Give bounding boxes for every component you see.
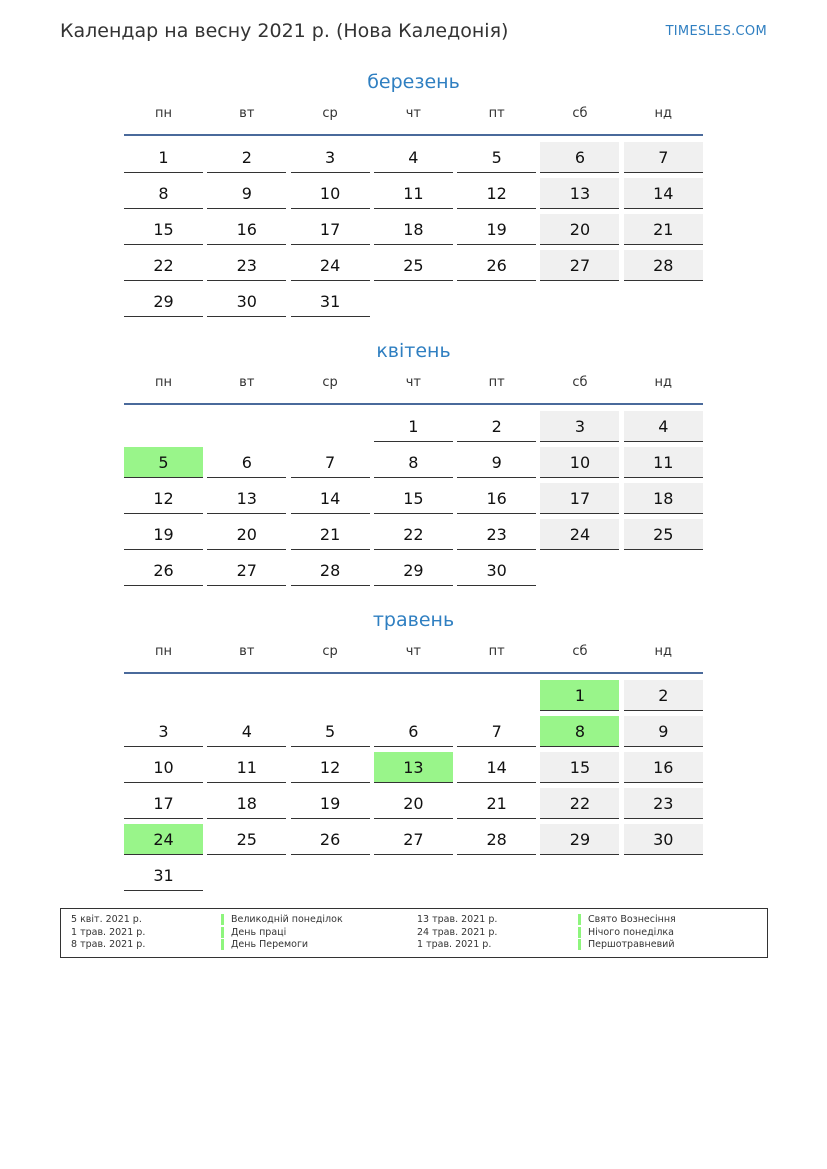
day-cell[interactable]: 29 bbox=[374, 555, 453, 586]
day-cell[interactable]: 27 bbox=[374, 824, 453, 855]
day-cell[interactable]: 6 bbox=[207, 447, 286, 478]
day-cell[interactable]: 19 bbox=[457, 214, 536, 245]
empty-day-cell bbox=[291, 680, 370, 711]
empty-day-cell bbox=[374, 860, 453, 891]
day-cell[interactable]: 20 bbox=[374, 788, 453, 819]
empty-day-cell bbox=[207, 860, 286, 891]
week-row bbox=[124, 858, 703, 894]
day-cell[interactable]: 30 bbox=[624, 824, 703, 855]
weekday-label: вт bbox=[239, 644, 255, 659]
weekday-label: пт bbox=[488, 644, 505, 659]
legend-holiday-name: Першотравневий bbox=[578, 939, 675, 950]
legend-date: 13 трав. 2021 р. bbox=[417, 914, 498, 925]
day-cell[interactable]: 13 bbox=[207, 483, 286, 514]
day-cell[interactable]: 16 bbox=[207, 214, 286, 245]
day-cell[interactable]: 18 bbox=[374, 214, 453, 245]
empty-day-cell bbox=[624, 555, 703, 586]
weekday-label: пт bbox=[488, 106, 505, 121]
month-name: травень bbox=[372, 609, 455, 631]
day-cell[interactable]: 3 bbox=[291, 142, 370, 173]
empty-day-cell bbox=[457, 286, 536, 317]
weekday-label: чт bbox=[405, 644, 422, 659]
day-cell[interactable]: 19 bbox=[291, 788, 370, 819]
day-cell[interactable]: 28 bbox=[624, 250, 703, 281]
week-row bbox=[124, 481, 703, 517]
day-cell[interactable]: 28 bbox=[457, 824, 536, 855]
day-cell[interactable]: 14 bbox=[291, 483, 370, 514]
weekday-label: пн bbox=[155, 644, 172, 659]
day-cell[interactable]: 28 bbox=[291, 555, 370, 586]
legend-holiday-name: День праці bbox=[221, 927, 286, 938]
day-cell[interactable]: 23 bbox=[624, 788, 703, 819]
page-title: Календар на весну 2021 р. (Нова Каледонія) bbox=[60, 20, 509, 42]
day-cell[interactable]: 25 bbox=[624, 519, 703, 550]
day-cell[interactable]: 29 bbox=[540, 824, 619, 855]
empty-day-cell bbox=[207, 680, 286, 711]
week-row bbox=[124, 445, 703, 481]
week-row bbox=[124, 553, 703, 589]
empty-day-cell bbox=[291, 411, 370, 442]
day-cell[interactable]: 12 bbox=[457, 178, 536, 209]
week-row bbox=[124, 284, 703, 320]
week-row bbox=[124, 140, 703, 176]
empty-day-cell bbox=[457, 860, 536, 891]
day-cell[interactable]: 14 bbox=[624, 178, 703, 209]
day-cell[interactable]: 1 bbox=[540, 680, 619, 711]
day-cell[interactable]: 25 bbox=[207, 824, 286, 855]
day-cell[interactable]: 5 bbox=[124, 447, 203, 478]
weekday-label: нд bbox=[654, 644, 673, 659]
day-cell[interactable]: 27 bbox=[540, 250, 619, 281]
day-cell[interactable]: 9 bbox=[624, 716, 703, 747]
day-cell[interactable]: 31 bbox=[291, 286, 370, 317]
week-row bbox=[124, 176, 703, 212]
empty-day-cell bbox=[374, 286, 453, 317]
day-cell[interactable]: 12 bbox=[291, 752, 370, 783]
weekday-label: вт bbox=[239, 106, 255, 121]
week-row bbox=[124, 678, 703, 714]
day-cell[interactable]: 2 bbox=[457, 411, 536, 442]
day-cell[interactable]: 3 bbox=[124, 716, 203, 747]
day-cell[interactable]: 17 bbox=[540, 483, 619, 514]
day-cell[interactable]: 18 bbox=[207, 788, 286, 819]
legend-date: 24 трав. 2021 р. bbox=[417, 926, 498, 938]
week-row bbox=[124, 409, 703, 445]
weekday-label: пт bbox=[488, 375, 505, 390]
weekday-label: пн bbox=[155, 375, 172, 390]
holiday-legend bbox=[60, 908, 768, 958]
day-cell[interactable]: 20 bbox=[207, 519, 286, 550]
day-cell[interactable]: 17 bbox=[291, 214, 370, 245]
weekday-label: ср bbox=[322, 644, 338, 659]
day-cell[interactable]: 1 bbox=[124, 142, 203, 173]
week-row bbox=[124, 750, 703, 786]
day-cell[interactable]: 30 bbox=[207, 286, 286, 317]
weekday-label: пн bbox=[155, 106, 172, 121]
day-cell[interactable]: 8 bbox=[124, 178, 203, 209]
day-cell[interactable]: 31 bbox=[124, 860, 203, 891]
day-cell[interactable]: 22 bbox=[374, 519, 453, 550]
day-cell[interactable]: 24 bbox=[540, 519, 619, 550]
weekday-label: сб bbox=[572, 644, 588, 659]
weekday-label: чт bbox=[405, 106, 422, 121]
legend-date: 8 трав. 2021 р. bbox=[71, 939, 146, 950]
day-cell[interactable]: 2 bbox=[624, 680, 703, 711]
day-cell[interactable]: 8 bbox=[540, 716, 619, 747]
legend-holiday-name: Нічого понеділка bbox=[578, 927, 674, 938]
empty-day-cell bbox=[540, 286, 619, 317]
week-row bbox=[124, 248, 703, 284]
day-cell[interactable]: 16 bbox=[457, 483, 536, 514]
day-cell[interactable]: 2 bbox=[207, 142, 286, 173]
week-row bbox=[124, 786, 703, 822]
day-cell[interactable]: 5 bbox=[291, 716, 370, 747]
day-cell[interactable]: 10 bbox=[124, 752, 203, 783]
legend-holiday-name: Великодній понеділок bbox=[221, 914, 343, 925]
day-cell[interactable]: 20 bbox=[540, 214, 619, 245]
weekday-header bbox=[124, 365, 703, 405]
weekday-label: сб bbox=[572, 106, 588, 121]
day-cell[interactable]: 6 bbox=[374, 716, 453, 747]
day-cell[interactable]: 22 bbox=[124, 250, 203, 281]
empty-day-cell bbox=[207, 411, 286, 442]
day-cell[interactable]: 4 bbox=[374, 142, 453, 173]
day-cell[interactable]: 12 bbox=[124, 483, 203, 514]
day-cell[interactable]: 27 bbox=[207, 555, 286, 586]
day-cell[interactable]: 15 bbox=[374, 483, 453, 514]
month-name: березень bbox=[367, 71, 460, 93]
weekday-label: нд bbox=[654, 375, 673, 390]
month-2 bbox=[124, 337, 703, 589]
day-cell[interactable]: 1 bbox=[374, 411, 453, 442]
day-cell[interactable]: 26 bbox=[124, 555, 203, 586]
legend-date: 1 трав. 2021 р. bbox=[71, 926, 146, 938]
day-cell[interactable]: 4 bbox=[624, 411, 703, 442]
empty-day-cell bbox=[124, 680, 203, 711]
day-cell[interactable]: 21 bbox=[624, 214, 703, 245]
weekday-label: ср bbox=[322, 106, 338, 121]
month-1 bbox=[124, 68, 703, 320]
day-cell[interactable]: 16 bbox=[624, 752, 703, 783]
day-cell[interactable]: 18 bbox=[624, 483, 703, 514]
day-cell[interactable]: 23 bbox=[457, 519, 536, 550]
day-cell[interactable]: 29 bbox=[124, 286, 203, 317]
day-cell[interactable]: 14 bbox=[457, 752, 536, 783]
day-cell[interactable]: 10 bbox=[540, 447, 619, 478]
day-cell[interactable]: 9 bbox=[457, 447, 536, 478]
day-cell[interactable]: 24 bbox=[291, 250, 370, 281]
weekday-label: нд bbox=[654, 106, 673, 121]
day-cell[interactable]: 5 bbox=[457, 142, 536, 173]
day-cell[interactable]: 19 bbox=[124, 519, 203, 550]
day-cell[interactable]: 11 bbox=[624, 447, 703, 478]
day-cell[interactable]: 10 bbox=[291, 178, 370, 209]
day-cell[interactable]: 15 bbox=[124, 214, 203, 245]
day-cell[interactable]: 8 bbox=[374, 447, 453, 478]
weekday-header bbox=[124, 634, 703, 674]
day-cell[interactable]: 22 bbox=[540, 788, 619, 819]
legend-date: 5 квіт. 2021 р. bbox=[71, 914, 142, 925]
legend-holiday-name: День Перемоги bbox=[221, 939, 308, 950]
day-cell[interactable]: 24 bbox=[124, 824, 203, 855]
week-row bbox=[124, 822, 703, 858]
day-cell[interactable]: 23 bbox=[207, 250, 286, 281]
week-row bbox=[124, 714, 703, 750]
month-3 bbox=[124, 606, 703, 894]
week-row bbox=[124, 517, 703, 553]
day-cell[interactable]: 26 bbox=[457, 250, 536, 281]
day-cell[interactable]: 30 bbox=[457, 555, 536, 586]
day-cell[interactable]: 15 bbox=[540, 752, 619, 783]
day-cell[interactable]: 7 bbox=[624, 142, 703, 173]
day-cell[interactable]: 7 bbox=[457, 716, 536, 747]
empty-day-cell bbox=[540, 555, 619, 586]
day-cell[interactable]: 21 bbox=[291, 519, 370, 550]
day-cell[interactable]: 3 bbox=[540, 411, 619, 442]
empty-day-cell bbox=[291, 860, 370, 891]
site-link[interactable]: TIMESLES.COM bbox=[665, 24, 767, 39]
day-cell[interactable]: 6 bbox=[540, 142, 619, 173]
day-cell[interactable]: 13 bbox=[374, 752, 453, 783]
week-row bbox=[124, 212, 703, 248]
legend-holiday-name: Свято Вознесіння bbox=[578, 914, 676, 925]
day-cell[interactable]: 9 bbox=[207, 178, 286, 209]
day-cell[interactable]: 25 bbox=[374, 250, 453, 281]
day-cell[interactable]: 26 bbox=[291, 824, 370, 855]
empty-day-cell bbox=[457, 680, 536, 711]
weekday-label: сб bbox=[572, 375, 588, 390]
day-cell[interactable]: 21 bbox=[457, 788, 536, 819]
day-cell[interactable]: 17 bbox=[124, 788, 203, 819]
weekday-label: ср bbox=[322, 375, 338, 390]
month-name: квітень bbox=[376, 340, 451, 362]
empty-day-cell bbox=[540, 860, 619, 891]
weekday-label: чт bbox=[405, 375, 422, 390]
day-cell[interactable]: 13 bbox=[540, 178, 619, 209]
weekday-label: вт bbox=[239, 375, 255, 390]
legend-date: 1 трав. 2021 р. bbox=[417, 939, 492, 950]
day-cell[interactable]: 11 bbox=[374, 178, 453, 209]
weekday-header bbox=[124, 96, 703, 136]
empty-day-cell bbox=[624, 860, 703, 891]
day-cell[interactable]: 4 bbox=[207, 716, 286, 747]
day-cell[interactable]: 11 bbox=[207, 752, 286, 783]
empty-day-cell bbox=[624, 286, 703, 317]
day-cell[interactable]: 7 bbox=[291, 447, 370, 478]
empty-day-cell bbox=[124, 411, 203, 442]
empty-day-cell bbox=[374, 680, 453, 711]
